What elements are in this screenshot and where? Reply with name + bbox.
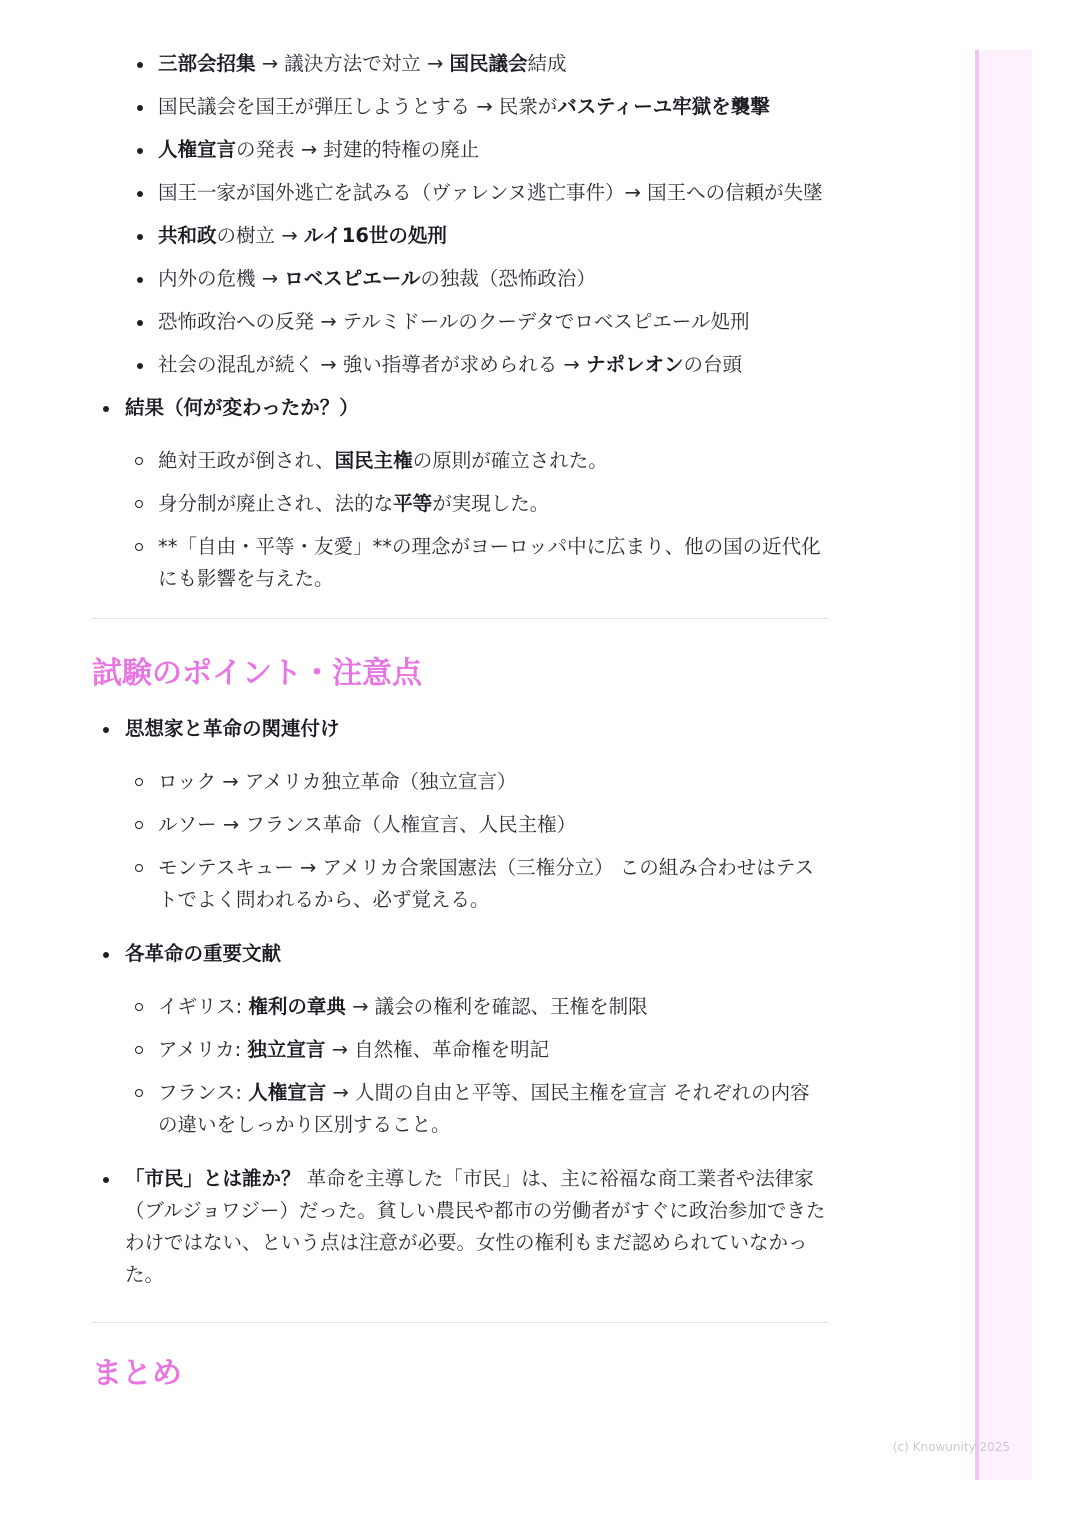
copyright-text: (c) Knowunity 2025 xyxy=(892,1440,1010,1454)
list-item: 三部会招集 → 議決方法で対立 → 国民議会結成 xyxy=(158,48,828,80)
section-divider xyxy=(92,1322,828,1323)
documents-group xyxy=(125,938,828,970)
list-item: ルソー → フランス革命（人権宣言、人民主権） xyxy=(158,809,828,841)
documents-heading: 各革命の重要文献 xyxy=(125,938,828,970)
revolution-timeline-list xyxy=(158,48,828,381)
list-item: **「自由・平等・友愛」**の理念がヨーロッパ中に広まり、他の国の近代化にも影響を与えた。 xyxy=(158,531,828,595)
citizens-group xyxy=(125,1163,828,1291)
list-item: ロック → アメリカ独立革命（独立宣言） xyxy=(158,766,828,798)
exam-points-heading: 試験のポイント・注意点 xyxy=(92,656,422,691)
thinkers-heading: 思想家と革命の関連付け xyxy=(125,713,828,745)
list-item: 国王一家が国外逃亡を試みる（ヴァレンヌ逃亡事件）→ 国王への信頼が失墜 xyxy=(158,177,828,209)
thinkers-list xyxy=(158,766,828,916)
results-list xyxy=(158,445,828,595)
thinkers-group xyxy=(125,713,828,745)
list-item: 国民議会を国王が弾圧しようとする → 民衆がバスティーユ牢獄を襲撃 xyxy=(158,91,828,123)
list-item: 人権宣言の発表 → 封建的特権の廃止 xyxy=(158,134,828,166)
list-item: フランス: 人権宣言 → 人間の自由と平等、国民主権を宣言 それぞれの内容の違いをしっかり区別すること。 xyxy=(158,1077,828,1141)
citizens-note: 「市民」とは誰か？ 革命を主導した「市民」は、主に裕福な商工業者や法律家（ブルジョワジー）だった。貧しい農民や都市の労働者がすぐに政治参加できたわけではない、という点は注意が必要。女性の権利もまだ認められていなかった。 xyxy=(125,1163,828,1291)
list-item: 恐怖政治への反発 → テルミドールのクーデタでロベスピエール処刑 xyxy=(158,306,828,338)
list-item: 社会の混乱が続く → 強い指導者が求められる → ナポレオンの台頭 xyxy=(158,349,828,381)
section-divider xyxy=(92,618,828,619)
list-item: 絶対王政が倒され、国民主権の原則が確立された。 xyxy=(158,445,828,477)
document-content xyxy=(92,48,828,1396)
summary-heading: まとめ xyxy=(92,1356,182,1391)
results-heading: 結果（何が変わったか？） xyxy=(125,392,828,424)
list-item: 共和政の樹立 → ルイ16世の処刑 xyxy=(158,220,828,252)
list-item: 内外の危機 → ロベスピエールの独裁（恐怖政治） xyxy=(158,263,828,295)
list-item: イギリス: 権利の章典 → 議会の権利を確認、王権を制限 xyxy=(158,991,828,1023)
list-item: アメリカ: 独立宣言 → 自然権、革命権を明記 xyxy=(158,1034,828,1066)
results-section xyxy=(125,392,828,424)
documents-list xyxy=(158,991,828,1141)
list-item: モンテスキュー → アメリカ合衆国憲法（三権分立） この組み合わせはテストでよく問われるから、必ず覚える。 xyxy=(158,852,828,916)
right-margin-bar xyxy=(975,50,1032,1480)
list-item: 身分制が廃止され、法的な平等が実現した。 xyxy=(158,488,828,520)
